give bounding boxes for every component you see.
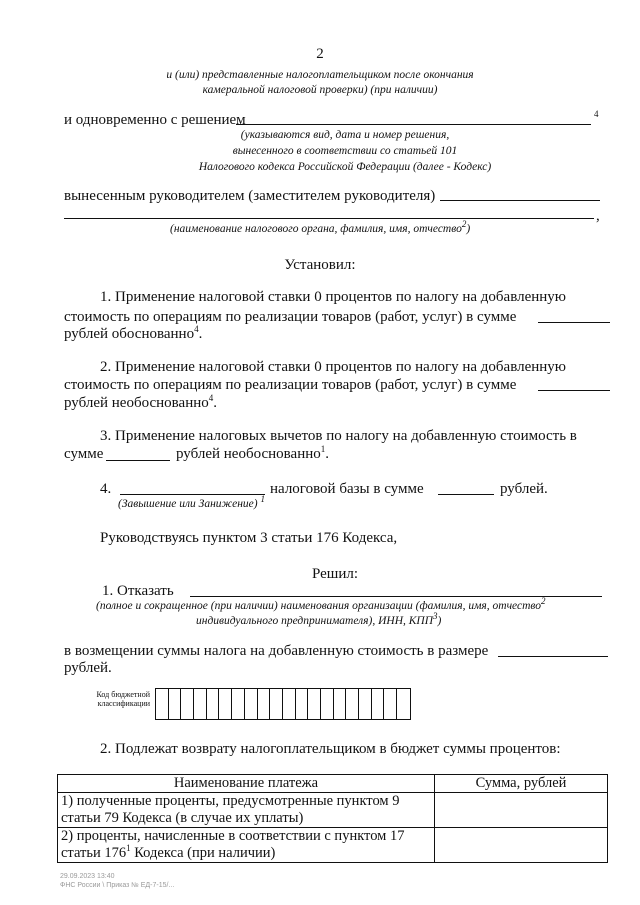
decision-note-line2: вынесенного в соответствии со статьей 101 bbox=[232, 145, 458, 157]
item2-line2: стоимость по операциям по реализации товаров (работ, услуг) в сумме bbox=[64, 377, 517, 393]
kbk-cell[interactable] bbox=[334, 689, 347, 719]
decision-note-line3: Налогового кодекса Российской Федерации (далее - Кодекс) bbox=[198, 161, 492, 173]
payment-row1-line2-text: статьи 79 Кодекса (в случае их уплаты) bbox=[61, 810, 304, 826]
item2-line3-text: рублей необоснованно bbox=[64, 395, 209, 411]
item3-amount-field[interactable] bbox=[106, 460, 170, 461]
kbk-label-line1: Код бюджетной bbox=[96, 690, 150, 699]
item4-amount-field[interactable] bbox=[438, 494, 494, 495]
item2-end: . bbox=[213, 395, 218, 411]
kbk-cell[interactable] bbox=[258, 689, 271, 719]
item1-line3 bbox=[64, 324, 202, 344]
refund-line1: в возмещении суммы налога на добавленную стоимость в размере bbox=[64, 643, 489, 659]
header-note-line2: камеральной налоговой проверки) (при наличии) bbox=[202, 84, 438, 96]
payment-row2-sup: 1 bbox=[126, 843, 131, 854]
decision-field[interactable] bbox=[236, 124, 591, 125]
kbk-cell[interactable] bbox=[372, 689, 385, 719]
kbk-cell[interactable] bbox=[359, 689, 372, 719]
footer-line2: ФНС России \ Приказ № ЕД-7-15/... bbox=[60, 882, 175, 889]
payment-row2-line2-text: статьи 176 bbox=[61, 845, 127, 861]
refuse-note1 bbox=[96, 596, 546, 614]
item3-end: . bbox=[325, 446, 330, 462]
item1-sup: 4 bbox=[194, 324, 199, 334]
refuse-label: 1. Отказать bbox=[102, 583, 174, 599]
decision-footnote: 4 bbox=[594, 109, 599, 119]
payment-row1-amount[interactable] bbox=[435, 793, 608, 828]
item4-mid: налоговой базы в сумме bbox=[270, 481, 424, 497]
item1-end: . bbox=[198, 326, 203, 342]
kbk-cell[interactable] bbox=[207, 689, 220, 719]
guided-by: Руководствуясь пунктом 3 статьи 176 Кодекса, bbox=[100, 530, 398, 546]
decided-title: Решил: bbox=[311, 566, 359, 582]
payment-row2-line2 bbox=[61, 845, 431, 862]
item3-sup: 1 bbox=[320, 444, 326, 454]
head-note-text: (наименование налогового органа, фамилия, имя, отчество bbox=[170, 223, 462, 235]
item1-line1: 1. Применение налоговой ставки 0 процентов по налогу на добавленную bbox=[100, 289, 567, 305]
kbk-grid[interactable] bbox=[155, 688, 411, 720]
refuse-note2-text: индивидуального предпринимателя), ИНН, КПП bbox=[196, 615, 434, 627]
refund-amount-field[interactable] bbox=[498, 656, 608, 657]
kbk-label bbox=[70, 690, 150, 708]
payment-row2-name bbox=[58, 828, 435, 863]
refuse-note1-text: (полное и сокращенное (при наличии) наименования организации (фамилия, имя, отчество bbox=[96, 600, 542, 612]
item3-line2-post bbox=[176, 444, 329, 464]
kbk-cell[interactable] bbox=[245, 689, 258, 719]
item2-line3 bbox=[64, 393, 217, 413]
item3-line1: 3. Применение налоговых вычетов по налогу на добавленную стоимость в bbox=[100, 428, 577, 444]
head-note-sup: 2 bbox=[461, 219, 467, 230]
table-row bbox=[58, 828, 608, 863]
refuse-note2 bbox=[196, 611, 442, 629]
decision-label: и одновременно с решением bbox=[64, 112, 246, 128]
kbk-cell[interactable] bbox=[232, 689, 245, 719]
kbk-cell[interactable] bbox=[384, 689, 397, 719]
head-comma: , bbox=[596, 208, 600, 224]
item4-note-sup: 1 bbox=[260, 494, 265, 505]
kbk-cell[interactable] bbox=[270, 689, 283, 719]
item2-sup: 4 bbox=[208, 393, 214, 403]
table-row bbox=[58, 793, 608, 828]
item4-note bbox=[118, 494, 265, 512]
payment-row1-name bbox=[58, 793, 435, 828]
head-field-2[interactable] bbox=[64, 218, 594, 219]
established-title: Установил: bbox=[284, 257, 356, 273]
kbk-cell[interactable] bbox=[219, 689, 232, 719]
footer-line1: 29.09.2023 13:40 bbox=[60, 873, 115, 880]
item1-amount-field[interactable] bbox=[538, 322, 610, 323]
head-note bbox=[170, 219, 471, 237]
header-note-line1: и (или) представленные налогоплательщиком после окончания bbox=[166, 69, 474, 81]
payment-row1-line1: 1) полученные проценты, предусмотренные пунктом 9 bbox=[61, 793, 400, 809]
footer bbox=[60, 872, 174, 890]
item4-note-text: (Завышение или Занижение) bbox=[118, 498, 258, 510]
payment-header-name: Наименование платежа bbox=[58, 775, 435, 793]
item3-line2-pre: сумме bbox=[64, 446, 104, 462]
kbk-cell[interactable] bbox=[156, 689, 169, 719]
kbk-cell[interactable] bbox=[321, 689, 334, 719]
kbk-cell[interactable] bbox=[283, 689, 296, 719]
payment-table bbox=[57, 774, 608, 863]
head-label: вынесенным руководителем (заместителем руководителя) bbox=[64, 188, 436, 204]
payment-row2-line2-end: Кодекса (при наличии) bbox=[130, 845, 276, 861]
item3-line2-post-text: рублей необоснованно bbox=[176, 446, 321, 462]
payment-row2-line1: 2) проценты, начисленные в соответствии с пунктом 17 bbox=[61, 828, 405, 844]
item1-line3-text: рублей обоснованно bbox=[64, 326, 195, 342]
kbk-cell[interactable] bbox=[346, 689, 359, 719]
refuse-note2-sup: 3 bbox=[433, 611, 438, 622]
decision-note-line1: (указываются вид, дата и номер решения, bbox=[240, 129, 450, 141]
item4-type-field[interactable] bbox=[120, 494, 265, 495]
item4-post: рублей. bbox=[500, 481, 548, 497]
kbk-cell[interactable] bbox=[194, 689, 207, 719]
refund-line2: рублей. bbox=[64, 660, 112, 676]
kbk-cell[interactable] bbox=[169, 689, 182, 719]
payment-row1-line2 bbox=[61, 810, 431, 827]
kbk-cell[interactable] bbox=[397, 689, 410, 719]
interest-title: 2. Подлежат возврату налогоплательщиком в бюджет суммы процентов: bbox=[100, 741, 561, 757]
item2-line1: 2. Применение налоговой ставки 0 процентов по налогу на добавленную bbox=[100, 359, 567, 375]
payment-header-amount: Сумма, рублей bbox=[435, 775, 608, 793]
item1-line2: стоимость по операциям по реализации товаров (работ, услуг) в сумме bbox=[64, 309, 517, 325]
payment-table-header bbox=[58, 775, 608, 793]
payment-row2-amount[interactable] bbox=[435, 828, 608, 863]
refuse-note1-sup: 2 bbox=[541, 596, 546, 607]
kbk-cell[interactable] bbox=[181, 689, 194, 719]
kbk-cell[interactable] bbox=[296, 689, 309, 719]
refuse-note2-end: ) bbox=[437, 615, 442, 627]
head-note-close: ) bbox=[466, 223, 471, 235]
item4-num: 4. bbox=[100, 481, 112, 497]
item2-amount-field[interactable] bbox=[538, 390, 610, 391]
page-number: 2 bbox=[316, 46, 324, 62]
kbk-cell[interactable] bbox=[308, 689, 321, 719]
head-field-1[interactable] bbox=[440, 200, 600, 201]
kbk-label-line2: классификации bbox=[97, 699, 150, 708]
